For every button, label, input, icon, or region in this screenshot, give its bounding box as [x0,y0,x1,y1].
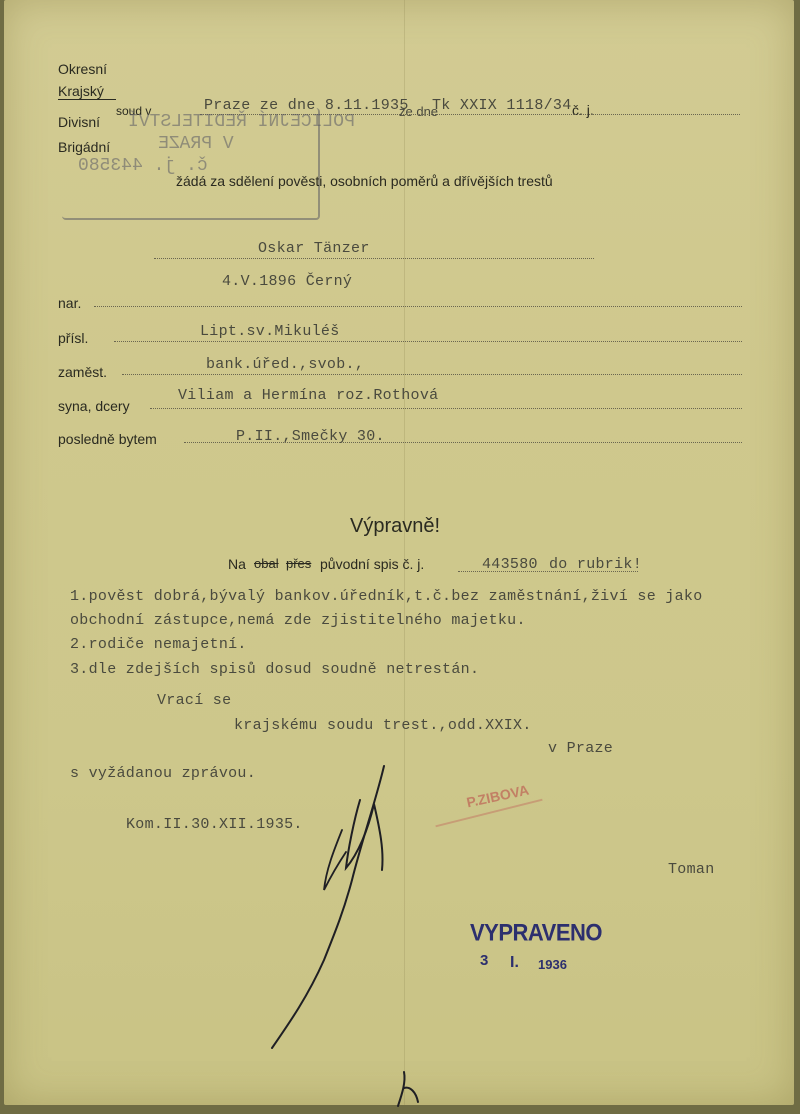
stamp-date-day: 3 [480,952,489,969]
handwritten-signature [264,760,414,1050]
case-reference: Tk XXIX 1118/34 [432,97,572,114]
field-value-syna: Viliam a Hermína roz.Rothová [178,387,439,404]
puvodni-spis-label: původní spis č. j. [320,556,425,572]
reply-line-2: obchodní zástupce,nemá zde zjistitelného majetku. [70,612,526,629]
prisl-dotted-line [114,341,742,342]
police-stamp-line3: č. j. 443580 [78,156,208,176]
stamp-date-year: 1936 [538,957,567,972]
ze-dne-overprint: ze dne [399,104,439,119]
reply-line-3: 2.rodiče nemajetní. [70,636,247,653]
court-type-krajsky: Krajský [58,83,104,99]
vypraveno-stamp: VYPRAVENO [470,918,603,947]
pres-struck: přes [286,556,312,571]
field-label-zamest: zaměst. [58,364,108,380]
s-vyzadanou: s vyžádanou zprávou. [70,765,257,782]
police-stamp-line2: V PRAZE [158,134,234,154]
court-type-brigadni: Brigádní [58,139,111,155]
police-stamp [62,108,355,220]
zamest-dotted-line [122,374,742,375]
field-label-syna: syna, dcery [58,398,130,414]
court-type-divisni: Divisní [58,114,101,130]
signer-name: Toman [668,861,715,878]
bytem-dotted-line [184,442,742,443]
name-dotted-line [154,258,594,259]
addressee: krajskému soudu trest.,odd.XXIX. [234,717,532,734]
obal-struck: obal [254,556,279,571]
vraci-se: Vrací se [157,692,232,709]
court-type-okresni: Okresní [58,61,108,77]
cj-label: č. j. [572,102,594,118]
document-sheet [4,0,794,1105]
krajsky-underline [58,99,116,100]
syna-dotted-line [150,408,742,409]
soud-v-label: soud v [116,104,152,118]
field-label-bytem: posledně bytem [58,431,157,447]
nar-dotted-line [94,306,742,307]
red-stamp: P.ZIBOVA [465,781,531,811]
police-stamp-line1: POLICEJNÍ ŘEDITELSTVÍ [128,112,355,132]
spis-number: 443580 [482,556,538,573]
place-date: Praze ze dne 8.11.1935 [204,97,409,114]
field-label-nar: nar. [58,295,82,311]
field-value-prisl: Lipt.sv.Mikuléš [200,323,340,340]
birth-info: 4.V.1896 Černý [222,273,353,290]
bottom-ink-mark [392,1068,422,1108]
stamp-date-month: I. [510,954,519,971]
spis-dotted-line [458,571,638,572]
reply-heading: Výpravně! [350,515,441,537]
field-value-bytem: P.II.,Smečky 30. [236,428,385,445]
person-name: Oskar Tänzer [258,240,370,257]
kom-date: Kom.II.30.XII.1935. [126,816,303,833]
v-praze: v Praze [548,740,614,757]
field-label-prisl: přísl. [58,330,89,346]
field-value-zamest: bank.úřed.,svob., [206,356,365,373]
na-label: Na [228,556,246,572]
reply-line-1: 1.pověst dobrá,bývalý bankov.úředník,t.č.bez zaměstnání,živí se jako [70,588,703,605]
do-rubrik: do rubrik! [549,556,643,573]
request-text: žádá za sdělení pověsti, osobních poměrů a dřívějších trestů [176,173,553,189]
reply-line-4: 3.dle zdejších spisů dosud soudně netrestán. [70,661,480,678]
